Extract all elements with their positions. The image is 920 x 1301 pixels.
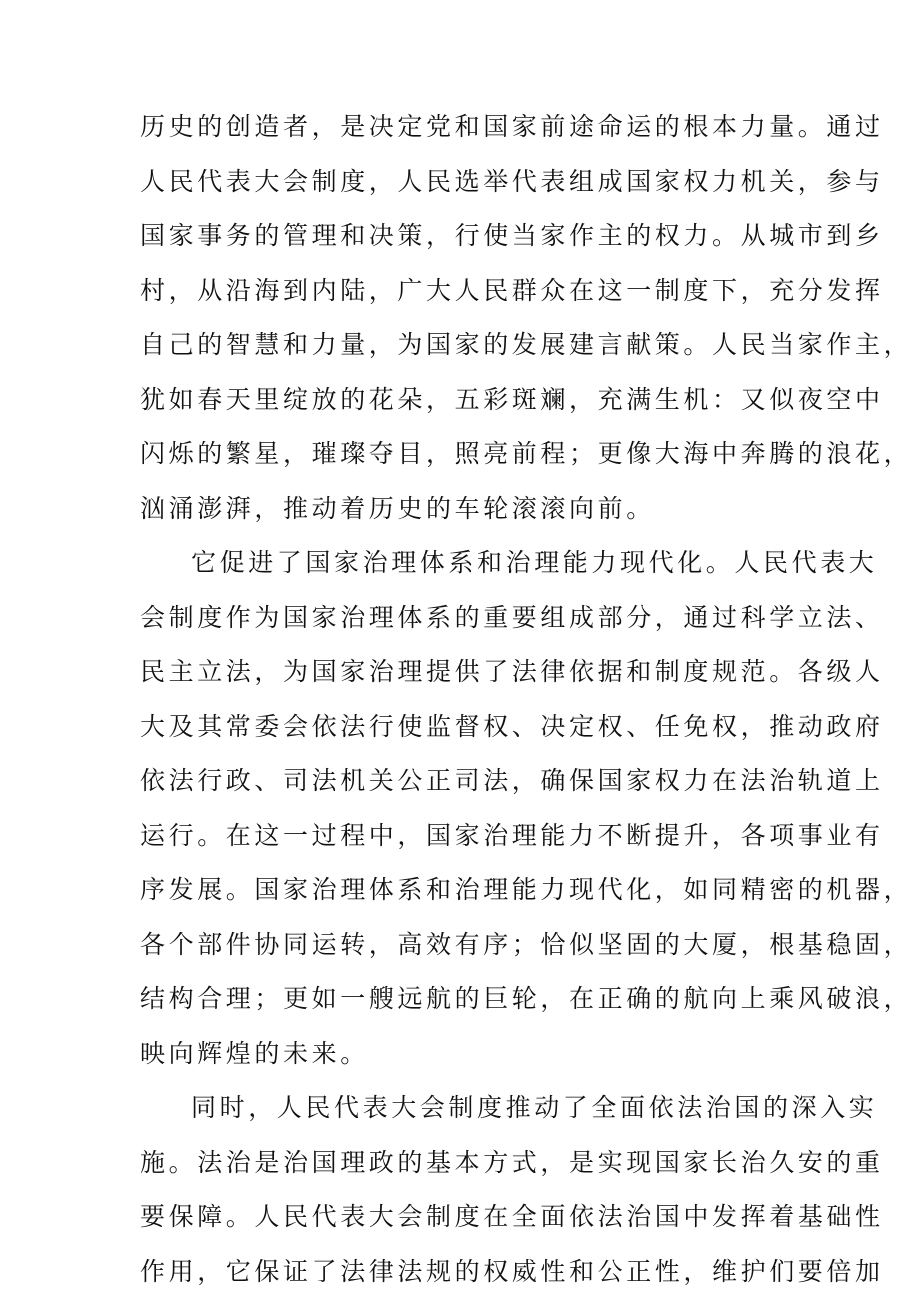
text-line: 大及其常委会依法行使监督权、决定权、任免权，推动政府 bbox=[140, 711, 884, 741]
text-line: 闪烁的繁星，璀璨夺目，照亮前程；更像大海中奔腾的浪花， bbox=[140, 439, 913, 468]
text-line: 历史的创造者，是决定党和国家前途命运的根本力量。通过 bbox=[140, 112, 884, 141]
text-line: 民主立法，为国家治理提供了法律依据和制度规范。各级人 bbox=[140, 657, 884, 686]
body-text bbox=[140, 100, 913, 1299]
text-line: 施。法治是治国理政的基本方式，是实现国家长治久安的重 bbox=[140, 1147, 884, 1177]
paragraph-1 bbox=[140, 100, 913, 536]
text-line: 依法行政、司法机关公正司法，确保国家权力在法治轨道上 bbox=[140, 766, 884, 795]
text-line: 犹如春天里绽放的花朵，五彩斑斓，充满生机：又似夜空中 bbox=[140, 384, 884, 414]
text-line: 会制度作为国家治理体系的重要组成部分，通过科学立法、 bbox=[140, 602, 884, 632]
text-line: 要保障。人民代表大会制度在全面依法治国中发挥着基础性 bbox=[140, 1202, 884, 1231]
text-line: 各个部件协同运转，高效有序；恰似坚固的大厦，根基稳固， bbox=[140, 929, 913, 959]
text-line: 汹涌澎湃，推动着历史的车轮滚滚向前。 bbox=[140, 493, 655, 523]
paragraph-2 bbox=[140, 536, 913, 1081]
text-line: 自己的智慧和力量，为国家的发展建言献策。人民当家作主， bbox=[140, 330, 913, 359]
text-line: 作用，它保证了法律法规的权威性和公正性，维护们要倍加 bbox=[140, 1256, 884, 1286]
text-line: 国家事务的管理和决策，行使当家作主的权力。从城市到乡 bbox=[140, 221, 884, 250]
text-line: 结构合理；更如一艘远航的巨轮，在正确的航向上乘风破浪， bbox=[140, 984, 913, 1013]
text-line: 运行。在这一过程中，国家治理能力不断提升，各项事业有 bbox=[140, 820, 884, 850]
text-line: 同时，人民代表大会制度推动了全面依法治国的深入实 bbox=[191, 1093, 878, 1122]
paragraph-3 bbox=[140, 1081, 884, 1299]
text-line: 映向辉煌的未来。 bbox=[140, 1038, 369, 1068]
text-line: 村，从沿海到内陆，广大人民群众在这一制度下，充分发挥 bbox=[140, 275, 884, 305]
text-line: 它促进了国家治理体系和治理能力现代化。人民代表大 bbox=[191, 548, 878, 577]
text-line: 序发展。国家治理体系和治理能力现代化，如同精密的机器， bbox=[140, 875, 913, 904]
text-line: 人民代表大会制度，人民选举代表组成国家权力机关，参与 bbox=[140, 166, 884, 196]
